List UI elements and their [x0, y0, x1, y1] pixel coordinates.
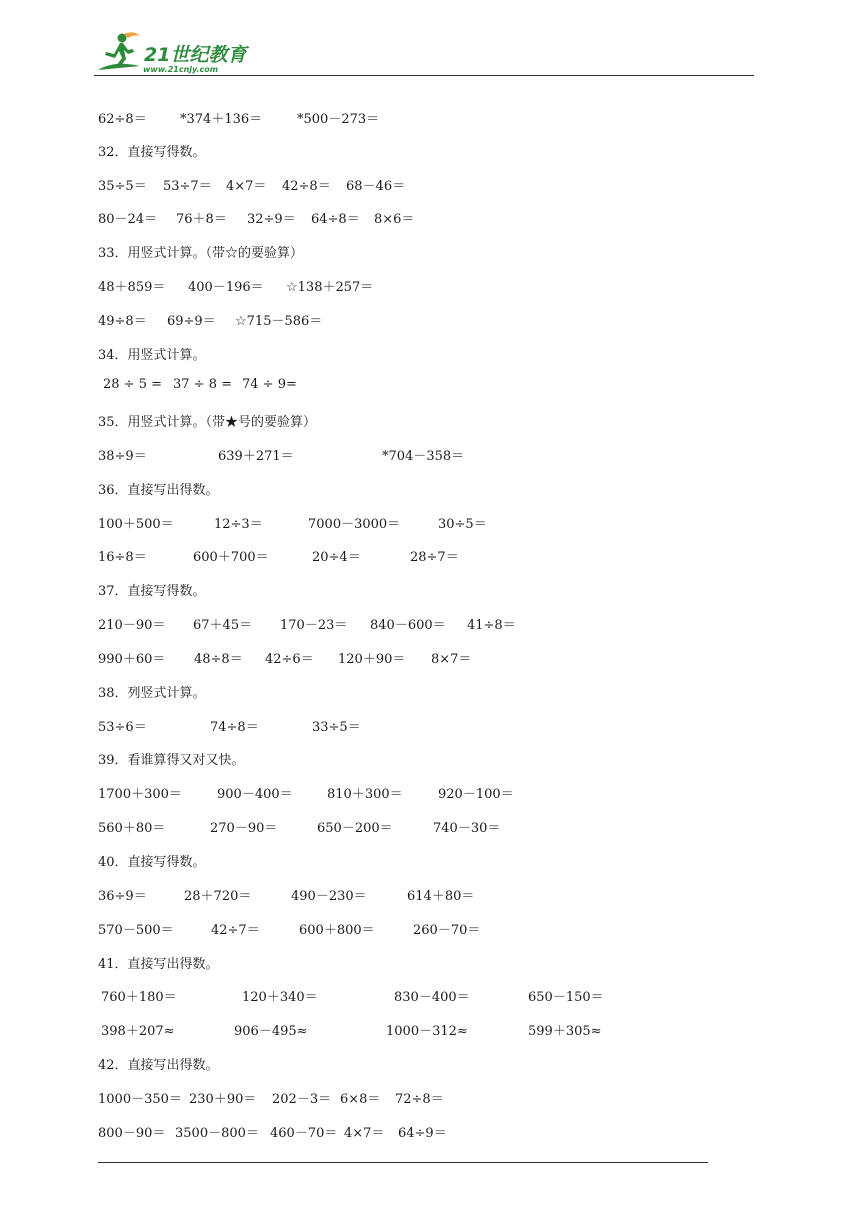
equation-item: 33÷5＝ [312, 720, 361, 735]
equation-item: 270－90＝ [210, 821, 278, 836]
equation-item: *374＋136＝ [180, 112, 263, 127]
equation-item: 800－90＝ [98, 1126, 166, 1141]
equation-item: 20÷4＝ [312, 550, 361, 565]
equation-item: ☆138＋257＝ [286, 280, 374, 295]
equation-item: 4×7＝ [226, 179, 267, 194]
question-heading: 34．用竖式计算。 [98, 348, 206, 363]
question-heading: 39．看谁算得又对又快。 [98, 753, 245, 768]
equation-item: 12÷3＝ [214, 517, 263, 532]
equation-item: 650－150＝ [528, 990, 604, 1005]
question-heading: 33．用竖式计算。（带☆的要验算） [98, 246, 304, 261]
equation-item: 600＋800＝ [299, 923, 375, 938]
equation-item: 230＋90＝ [189, 1092, 257, 1107]
equation-item: 30÷5＝ [438, 517, 487, 532]
equation-item: 53÷7＝ [163, 179, 212, 194]
equation-item: 42÷8＝ [282, 179, 331, 194]
question-heading: 42．直接写出得数。 [98, 1058, 219, 1073]
equation-item: 210－90＝ [98, 618, 166, 633]
equation-item: 64÷8＝ [311, 212, 360, 227]
equation-item: 37 ÷ 8 = [173, 377, 232, 392]
equation-item: 16÷8＝ [98, 550, 147, 565]
logo-url: www.21cnjy.com [143, 65, 219, 74]
equation-item: 68－46＝ [346, 179, 406, 194]
question-heading: 38．列竖式计算。 [98, 686, 206, 701]
question-heading: 36．直接写出得数。 [98, 483, 219, 498]
equation-item: 72÷8＝ [395, 1092, 444, 1107]
question-heading: 40．直接写得数。 [98, 855, 206, 870]
equation-item: 35÷5＝ [98, 179, 147, 194]
equation-item: 53÷6＝ [98, 720, 147, 735]
equation-item: 74 ÷ 9= [242, 377, 297, 392]
equation-item: 490－230＝ [291, 889, 367, 904]
equation-item: *500－273＝ [297, 112, 380, 127]
equation-item: 906－495≈ [234, 1024, 308, 1039]
equation-item: 48÷8＝ [194, 652, 243, 667]
equation-item: 7000－3000＝ [308, 517, 401, 532]
equation-item: 42÷6＝ [265, 652, 314, 667]
question-heading: 41．直接写出得数。 [98, 957, 219, 972]
equation-item: 830－400＝ [394, 990, 470, 1005]
equation-item: 36÷9＝ [98, 889, 147, 904]
equation-item: 639＋271＝ [218, 449, 294, 464]
equation-item: 599＋305≈ [528, 1024, 602, 1039]
equation-item: 76＋8＝ [176, 212, 227, 227]
equation-item: 1000－350＝ [98, 1092, 182, 1107]
equation-item: 560＋80＝ [98, 821, 166, 836]
equation-item: 614＋80＝ [407, 889, 475, 904]
equation-item: 8×7＝ [431, 652, 472, 667]
equation-item: 80－24＝ [98, 212, 158, 227]
equation-item: 650－200＝ [317, 821, 393, 836]
equation-item: 900－400＝ [217, 787, 293, 802]
equation-item: 920－100＝ [438, 787, 514, 802]
equation-item: 6×8＝ [340, 1092, 381, 1107]
equation-item: 8×6＝ [374, 212, 415, 227]
equation-item: 400－196＝ [188, 280, 264, 295]
equation-item: 69÷9＝ [167, 314, 216, 329]
question-heading: 37．直接写得数。 [98, 584, 206, 599]
equation-item: *704－358＝ [382, 449, 465, 464]
equation-item: 810＋300＝ [327, 787, 403, 802]
equation-item: 49÷8＝ [98, 314, 147, 329]
question-heading: 32．直接写得数。 [98, 145, 206, 160]
equation-item: 1700＋300＝ [98, 787, 182, 802]
equation-item: 74÷8＝ [210, 720, 259, 735]
equation-item: 990＋60＝ [98, 652, 166, 667]
equation-item: 600＋700＝ [193, 550, 269, 565]
equation-item: 1000－312≈ [386, 1024, 468, 1039]
logo-text: 21世纪教育 [144, 44, 247, 66]
equation-item: 62÷8＝ [98, 112, 147, 127]
equation-item: 3500－800＝ [175, 1126, 259, 1141]
equation-item: 120＋340＝ [242, 990, 318, 1005]
equation-item: ☆715－586＝ [235, 314, 323, 329]
equation-item: 4×7＝ [344, 1126, 385, 1141]
equation-item: 67＋45＝ [193, 618, 253, 633]
equation-item: 42÷7＝ [211, 923, 260, 938]
equation-item: 398＋207≈ [101, 1024, 175, 1039]
equation-item: 570－500＝ [98, 923, 174, 938]
equation-item: 48＋859＝ [98, 280, 166, 295]
equation-item: 38÷9＝ [98, 449, 147, 464]
equation-item: 28＋720＝ [184, 889, 252, 904]
equation-item: 100＋500＝ [98, 517, 174, 532]
footer-rule [98, 1162, 708, 1163]
equation-item: 760＋180＝ [101, 990, 177, 1005]
equation-item: 28 ÷ 5 = [103, 377, 162, 392]
question-heading: 35．用竖式计算。（带★号的要验算） [98, 415, 317, 430]
equation-item: 840－600＝ [370, 618, 446, 633]
equation-item: 740－30＝ [433, 821, 501, 836]
equation-item: 460－70＝ [270, 1126, 338, 1141]
equation-item: 64÷9＝ [398, 1126, 447, 1141]
equation-item: 28÷7＝ [410, 550, 459, 565]
equation-item: 41÷8＝ [467, 618, 516, 633]
equation-item: 260－70＝ [413, 923, 481, 938]
equation-item: 202－3＝ [272, 1092, 332, 1107]
equation-item: 32÷9＝ [247, 212, 296, 227]
equation-item: 120＋90＝ [338, 652, 406, 667]
equation-item: 170－23＝ [280, 618, 348, 633]
